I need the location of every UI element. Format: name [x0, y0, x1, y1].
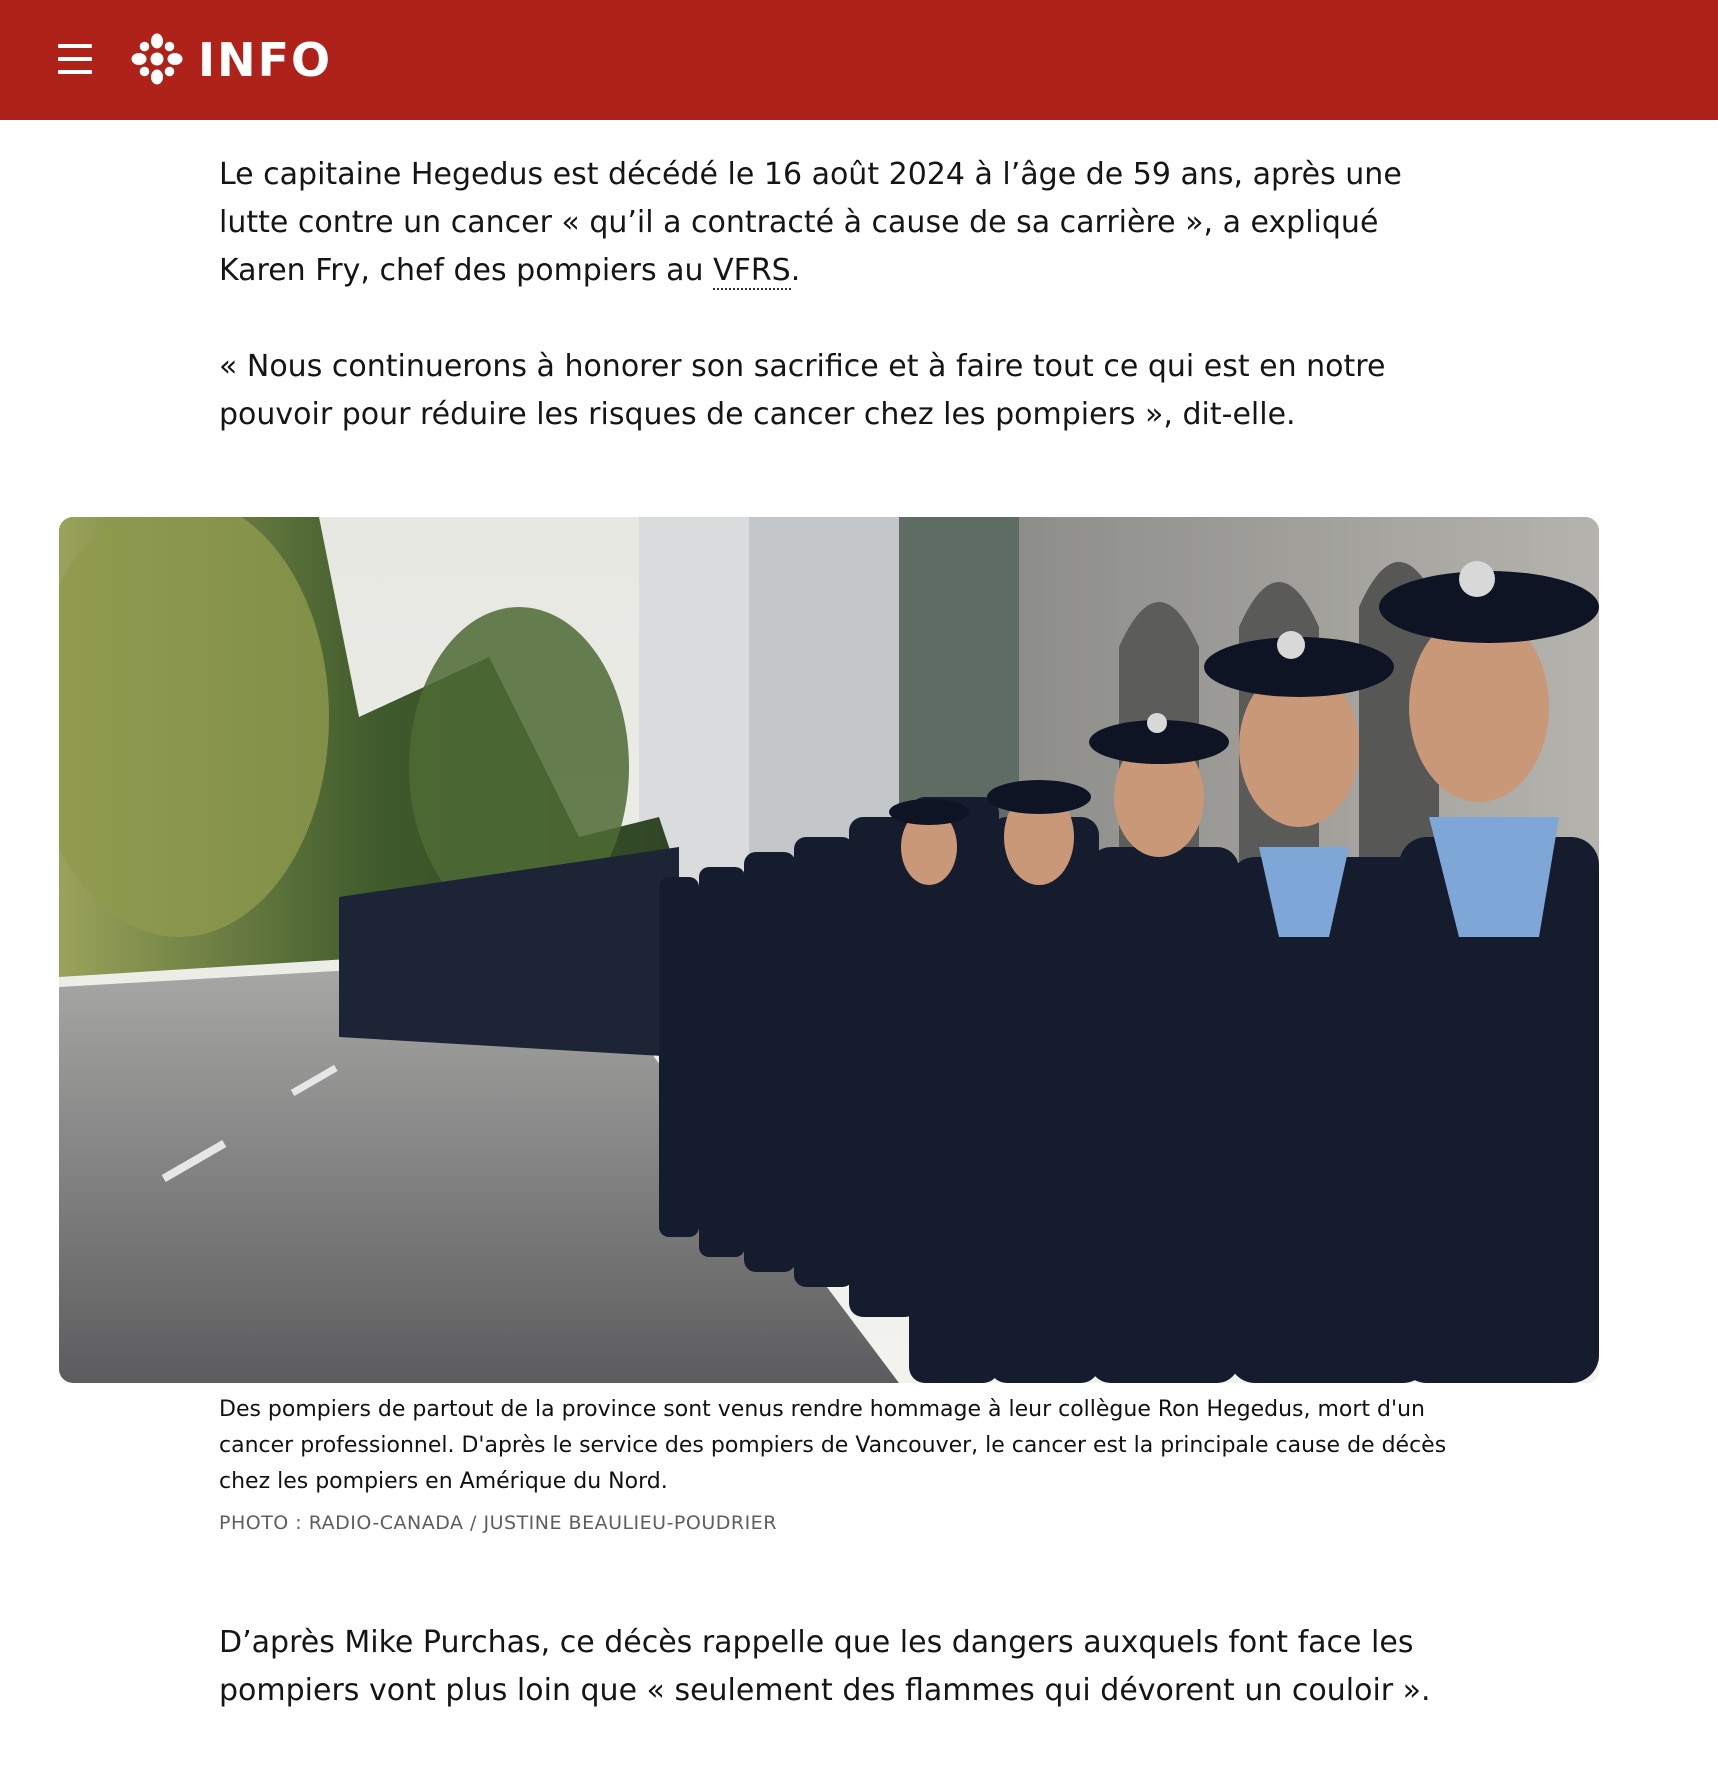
article-paragraph: [219, 151, 1449, 295]
paragraph-text: Le capitaine Hegedus est décédé le 16 août 2024 à l’âge de 59 ans, après une lutte contre un cancer « qu’il a contracté à cause de sa carrière », a expliqué Karen Fry, chef des pompiers au: [219, 157, 1402, 288]
abbreviation-vfrs[interactable]: VFRS: [713, 253, 791, 288]
article-quote-paragraph: « Nous continuerons à honorer son sacrifice et à faire tout ce qui est en notre pouvoir pour réduire les risques de cancer chez les pompiers », dit-elle.: [219, 349, 1386, 432]
photo-caption: Des pompiers de partout de la province sont venus rendre hommage à leur collègue Ron Hegedus, mort d'un cancer professionnel. D'après le service des pompiers de Vancouver, le cancer est la principale cause de décès chez les pompiers en Amérique du Nord.: [219, 1397, 1447, 1494]
hamburger-menu-icon[interactable]: [58, 44, 92, 74]
paragraph-text-end: .: [790, 253, 801, 288]
top-navigation-bar: [0, 0, 1718, 120]
photo-credit: PHOTO : RADIO-CANADA / JUSTINE BEAULIEU-POUDRIER: [219, 1512, 777, 1534]
section-brand-title[interactable]: INFO: [198, 33, 333, 87]
article-photo: [59, 517, 1599, 1383]
article-paragraph: D’après Mike Purchas, ce décès rappelle que les dangers auxquels font face les pompiers vont plus loin que « seulement des flammes qui dévorent un couloir ».: [219, 1625, 1431, 1708]
radio-canada-logo-icon[interactable]: [130, 32, 184, 86]
